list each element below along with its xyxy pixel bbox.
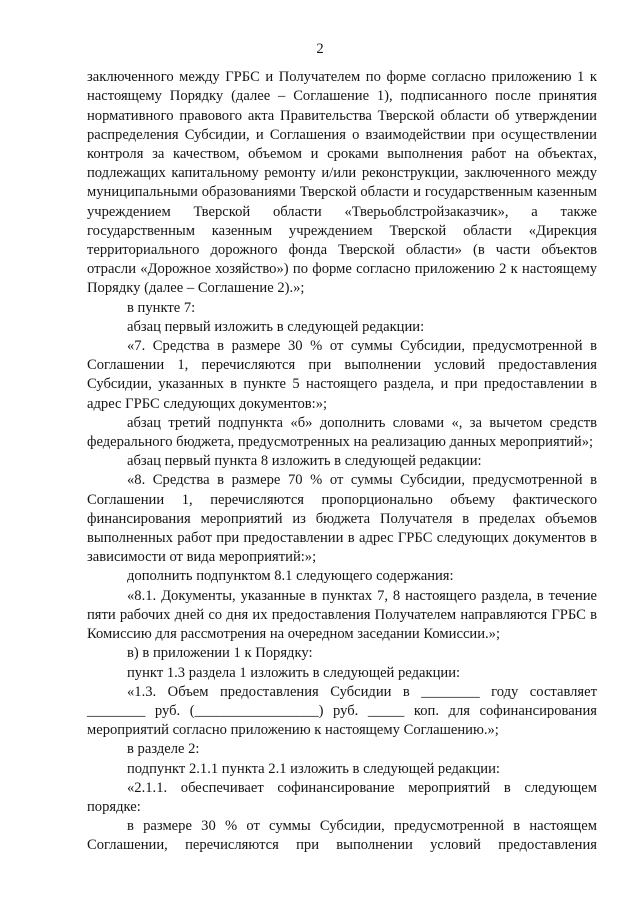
- document-body: [87, 68, 597, 855]
- paragraph: в размере 30 % от суммы Субсидии, предусмотренной в настоящем Соглашении, перечисляются при выполнении условий предоставления: [87, 818, 597, 854]
- paragraph: в) в приложении 1 к Порядку:: [127, 645, 313, 662]
- paragraph: «1.3. Объем предоставления Субсидии в ________ году составляет ________ руб. (_________________) руб. _____ коп. для софинансирования мероприятий согласно приложению к настоящему Соглашению.»;: [87, 683, 597, 739]
- paragraph: заключенного между ГРБС и Получателем по форме согласно приложению 1 к настоящему Порядку (далее – Соглашение 1), подписанного после принятия нормативного правового акта Правительства Тверской области об утверждении распределения Субсидии, и Соглашения о взаимодействии при осуществлении контроля за качеством, объемом и сроками выполнения работ на объектах, подлежащих капитальному ремонту и/или реконструкции, заключенного между муниципальными образованиями Тверской области и государственным казенным учреждением Тверской области «Тверьоблстройзаказчик», а также государственным казенным учреждением Тверской области «Дирекция территориального дорожного фонда Тверской области» (в части объектов отрасли «Дорожное хозяйство») по форме согласно приложению 2 к настоящему Порядку (далее – Соглашение 2).»;: [87, 69, 597, 297]
- paragraph: дополнить подпунктом 8.1 следующего содержания:: [127, 568, 454, 585]
- paragraph: абзац третий подпункта «б» дополнить словами «, за вычетом средств федерального бюджета, предусмотренных на реализацию данных мероприятий»;: [87, 414, 597, 451]
- paragraph: «2.1.1. обеспечивает софинансирование мероприятий в следующем порядке:: [87, 779, 597, 815]
- paragraph: пункт 1.3 раздела 1 изложить в следующей редакции:: [127, 664, 461, 681]
- paragraph: в разделе 2:: [127, 741, 200, 758]
- paragraph: абзац первый изложить в следующей редакции:: [127, 318, 425, 335]
- page-number: 2: [316, 41, 324, 57]
- paragraph: в пункте 7:: [127, 299, 196, 316]
- paragraph: «8. Средства в размере 70 % от суммы Субсидии, предусмотренной в Соглашении 1, перечисляются пропорционально объему фактического финансирования мероприятий из бюджета Получателя в пределах объемов выполненных работ при предоставлении в адрес ГРБС следующих документов в зависимости от вида мероприятий:»;: [87, 472, 597, 566]
- paragraph: подпункт 2.1.1 пункта 2.1 изложить в следующей редакции:: [127, 760, 500, 777]
- paragraph: «7. Средства в размере 30 % от суммы Субсидии, предусмотренной в Соглашении 1, перечисляются при выполнении условий предоставления Субсидии, указанных в пункте 5 настоящего раздела, и при предоставлении в адрес ГРБС следующих документов:»;: [87, 338, 597, 412]
- paragraph: «8.1. Документы, указанные в пунктах 7, 8 настоящего раздела, в течение пяти рабочих дней со дня их предоставления Получателем направляются ГРБС в Комиссию для рассмотрения на очередном заседании Комиссии.»;: [87, 587, 597, 643]
- paragraph: абзац первый пункта 8 изложить в следующей редакции:: [127, 453, 482, 470]
